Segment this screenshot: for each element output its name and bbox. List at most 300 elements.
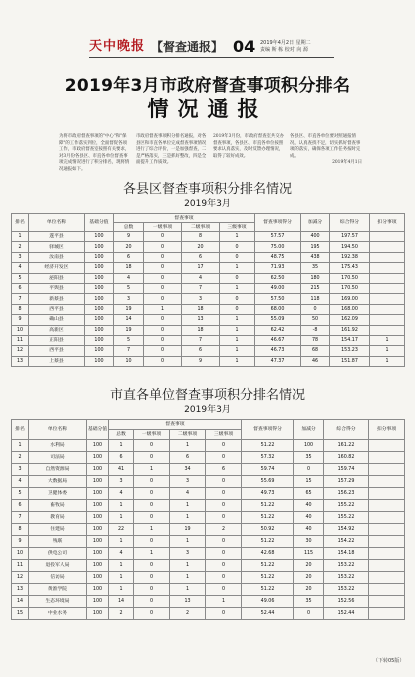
newspaper-logo: 天中晚报 — [89, 39, 146, 54]
cell-level1: 0 — [144, 273, 182, 283]
cell-level3: 1 — [220, 335, 255, 345]
cell-rank: 15 — [12, 608, 29, 620]
intro-column-1: 为将市政府督查事项的"中心"和"保障"的工作落实到位，全面督促各项工作，市政府督查室按照有关要求，对3月份各县区、市直各单位督查事项完成情况进行了积分排名，现将情况通报如下。 — [59, 134, 130, 172]
cell-level2: 3 — [182, 294, 220, 304]
cell-score: 42.68 — [242, 548, 294, 560]
cell-level1: 0 — [134, 440, 170, 452]
cell-level3: 1 — [206, 596, 242, 608]
cell-total: 1 — [109, 536, 134, 548]
cell-base: 100 — [87, 476, 109, 488]
cell-bonus: 438 — [301, 252, 330, 262]
cell-total: 1 — [109, 512, 134, 524]
cell-level2: 2 — [170, 608, 206, 620]
cell-bonus: 35 — [301, 263, 330, 273]
table-row — [12, 596, 405, 608]
cell-deduct — [369, 452, 405, 464]
cell-level3: 2 — [206, 524, 242, 536]
cell-score: 55.69 — [242, 476, 294, 488]
cell-base: 100 — [87, 608, 109, 620]
cell-score: 49.73 — [242, 488, 294, 500]
table-row — [12, 242, 405, 252]
cell-bonus: 50 — [301, 315, 330, 325]
cell-score: 62.50 — [255, 273, 301, 283]
cell-level1: 0 — [134, 536, 170, 548]
cell-level1: 0 — [134, 452, 170, 464]
cell-score: 57.57 — [255, 232, 301, 242]
cell-base: 100 — [87, 440, 109, 452]
cell-level2: 9 — [182, 356, 220, 366]
header-group: 督查事项 — [109, 420, 242, 430]
cell-base: 100 — [85, 252, 114, 262]
cell-unit: 确山县 — [29, 315, 85, 325]
cell-total: 1 — [109, 440, 134, 452]
cell-deduct — [370, 283, 405, 293]
cell-level3: 1 — [220, 315, 255, 325]
cell-level1: 0 — [144, 335, 182, 345]
cell-level2: 3 — [170, 548, 206, 560]
header-base: 基础分值 — [87, 420, 109, 440]
cell-overall: 156.23 — [324, 488, 369, 500]
intro-column-3: 2019年3月份，市政府督查室共交办督查事项，各县区、市直各单位按照要求认真落实，及时反馈办理情况，取得了较好成效。 — [213, 134, 285, 159]
cell-total: 20 — [114, 242, 144, 252]
cell-deduct — [369, 572, 405, 584]
cell-rank: 3 — [12, 464, 29, 476]
cell-overall: 154.92 — [324, 524, 369, 536]
table-row — [12, 488, 405, 500]
cell-score: 46.67 — [255, 335, 301, 345]
table-row — [12, 476, 405, 488]
cell-rank: 11 — [12, 560, 29, 572]
cell-level2: 3 — [170, 476, 206, 488]
cell-bonus: 180 — [301, 273, 330, 283]
cell-rank: 13 — [12, 356, 29, 366]
cell-score: 62.42 — [255, 325, 301, 335]
cell-deduct: 1 — [370, 356, 405, 366]
cell-rank: 5 — [12, 273, 29, 283]
cell-score: 51.22 — [242, 560, 294, 572]
cell-unit: 高新区 — [29, 325, 85, 335]
cell-unit: 经济开发区 — [29, 263, 85, 273]
cell-level2: 19 — [170, 524, 206, 536]
cell-level3: 1 — [220, 232, 255, 242]
cell-deduct — [370, 252, 405, 262]
cell-bonus: 215 — [301, 283, 330, 293]
cell-overall: 192.38 — [330, 252, 370, 262]
intro-column-4: 各县区、市直各单位要对照通报情况，认真查找不足，切实抓好督查事项的落实，确保各项工作任务按时完成。 2019年4月1日 — [290, 134, 362, 165]
cell-bonus: 40 — [294, 524, 324, 536]
cell-level3: 1 — [220, 263, 255, 273]
cell-base: 100 — [85, 232, 114, 242]
cell-rank: 8 — [12, 524, 29, 536]
header-group: 督查事项 — [114, 214, 255, 223]
cell-unit: 西平县 — [29, 346, 85, 356]
cell-level1: 0 — [134, 596, 170, 608]
cell-level1: 0 — [144, 263, 182, 273]
cell-overall: 152.56 — [324, 596, 369, 608]
cell-overall: 175.43 — [330, 263, 370, 273]
cell-base: 100 — [87, 488, 109, 500]
cell-score: 47.37 — [255, 356, 301, 366]
dateline — [260, 40, 338, 54]
cell-base: 100 — [87, 536, 109, 548]
editors: 责编 斯 栋 校对 向 源 — [260, 47, 308, 53]
cell-deduct — [369, 584, 405, 596]
cell-score: 59.74 — [242, 464, 294, 476]
cell-total: 14 — [114, 315, 144, 325]
cell-unit: 水利局 — [29, 440, 87, 452]
header-score: 督查事项得分 — [242, 420, 294, 440]
cell-level3: 0 — [206, 572, 242, 584]
cell-bonus: 35 — [294, 596, 324, 608]
cell-overall: 153.22 — [324, 572, 369, 584]
intro-date: 2019年4月1日 — [332, 160, 362, 165]
cell-level1: 0 — [144, 346, 182, 356]
cell-deduct — [370, 304, 405, 314]
cell-base: 100 — [87, 572, 109, 584]
cell-deduct — [369, 464, 405, 476]
cell-total: 1 — [109, 584, 134, 596]
cell-rank: 2 — [12, 242, 29, 252]
cell-base: 100 — [85, 335, 114, 345]
cell-score: 49.00 — [255, 283, 301, 293]
cell-level1: 1 — [134, 548, 170, 560]
cell-level3: 0 — [206, 488, 242, 500]
header-deduct: 扣分事项 — [369, 420, 405, 440]
cell-deduct — [370, 273, 405, 283]
cell-level3: 0 — [206, 536, 242, 548]
cell-level3: 1 — [220, 356, 255, 366]
county-table-title: 各县区督查事项积分排名情况 — [122, 182, 292, 197]
continued-note: （下转05版） — [373, 658, 405, 664]
table-row — [12, 584, 405, 596]
cell-bonus: 115 — [294, 548, 324, 560]
cell-unit: 遂平县 — [29, 232, 85, 242]
cell-bonus: 400 — [301, 232, 330, 242]
cell-level2: 20 — [182, 242, 220, 252]
header-total: 总数 — [114, 223, 144, 232]
cell-unit: 自然资源局 — [29, 464, 87, 476]
cell-total: 1 — [109, 560, 134, 572]
cell-base: 100 — [87, 560, 109, 572]
header-level1: 一级事项 — [144, 223, 182, 232]
cell-total: 1 — [109, 572, 134, 584]
header-base: 基础分值 — [85, 214, 114, 232]
cell-total: 4 — [114, 273, 144, 283]
cell-overall: 194.50 — [330, 242, 370, 252]
intro-column-2: 市政府督查事项积分排名通报，对各县区和市直各单位完成督查事项情况进行了综合评价，一是加强督查，二是严格落实，三是抓好整改，四是全面提升工作质效。 — [136, 134, 207, 165]
cell-level2: 6 — [170, 452, 206, 464]
header-unit: 单位名称 — [29, 214, 85, 232]
cell-score: 51.22 — [242, 584, 294, 596]
section-name: 【督查通报】 — [151, 40, 224, 54]
cell-deduct — [369, 536, 405, 548]
header-level3: 三级事项 — [206, 430, 242, 440]
cell-rank: 6 — [12, 500, 29, 512]
table-row — [12, 335, 405, 345]
cell-level1: 0 — [144, 294, 182, 304]
cell-unit: 黄淮学院 — [29, 584, 87, 596]
cell-base: 100 — [85, 315, 114, 325]
cell-level3: 0 — [206, 500, 242, 512]
cell-overall: 159.74 — [324, 464, 369, 476]
cell-rank: 11 — [12, 335, 29, 345]
city-table-title: 市直各单位督查事项积分排名情况 — [109, 388, 305, 403]
cell-unit: 住建局 — [29, 524, 87, 536]
cell-score: 51.22 — [242, 440, 294, 452]
cell-level1: 0 — [144, 252, 182, 262]
cell-level3: 0 — [206, 608, 242, 620]
cell-level3: 1 — [220, 325, 255, 335]
cell-overall: 152.44 — [324, 608, 369, 620]
cell-bonus: 0 — [294, 464, 324, 476]
cell-overall: 169.00 — [330, 294, 370, 304]
city-table-date: 2019年3月 — [184, 405, 231, 415]
cell-deduct — [370, 232, 405, 242]
cell-level3: 0 — [206, 560, 242, 572]
cell-level1: 0 — [134, 608, 170, 620]
cell-overall: 161.92 — [330, 325, 370, 335]
cell-score: 51.22 — [242, 512, 294, 524]
cell-level1: 0 — [144, 283, 182, 293]
cell-unit: 驿城区 — [29, 242, 85, 252]
cell-total: 5 — [114, 283, 144, 293]
cell-level2: 1 — [170, 512, 206, 524]
cell-total: 2 — [109, 608, 134, 620]
cell-total: 19 — [114, 325, 144, 335]
cell-level1: 0 — [134, 512, 170, 524]
cell-overall: 197.57 — [330, 232, 370, 242]
cell-score: 57.50 — [255, 294, 301, 304]
cell-unit: 正阳县 — [29, 335, 85, 345]
cell-overall: 154.18 — [324, 548, 369, 560]
cell-rank: 1 — [12, 232, 29, 242]
cell-level3: 6 — [206, 464, 242, 476]
cell-level1: 1 — [144, 304, 182, 314]
cell-unit: 畜牧局 — [29, 500, 87, 512]
header-level2: 二级事项 — [170, 430, 206, 440]
cell-level3: 0 — [206, 440, 242, 452]
cell-overall: 160.82 — [324, 452, 369, 464]
county-ranking-table — [11, 213, 405, 367]
cell-total: 10 — [114, 356, 144, 366]
cell-base: 100 — [87, 524, 109, 536]
cell-bonus: 30 — [294, 536, 324, 548]
cell-level1: 0 — [144, 356, 182, 366]
cell-deduct — [369, 524, 405, 536]
cell-level3: 1 — [220, 346, 255, 356]
cell-rank: 7 — [12, 512, 29, 524]
cell-unit: 汝南县 — [29, 252, 85, 262]
header-overall: 综合得分 — [324, 420, 369, 440]
cell-unit: 供电公司 — [29, 548, 87, 560]
cell-rank: 4 — [12, 263, 29, 273]
cell-deduct — [370, 242, 405, 252]
county-table-body — [12, 232, 405, 367]
table-row — [12, 283, 405, 293]
table-row — [12, 252, 405, 262]
cell-total: 19 — [114, 304, 144, 314]
cell-deduct — [369, 608, 405, 620]
table-row — [12, 294, 405, 304]
cell-overall: 155.22 — [324, 512, 369, 524]
cell-rank: 2 — [12, 452, 29, 464]
cell-overall: 151.87 — [330, 356, 370, 366]
cell-rank: 7 — [12, 294, 29, 304]
table-row — [12, 325, 405, 335]
cell-rank: 5 — [12, 488, 29, 500]
cell-total: 18 — [114, 263, 144, 273]
table-row — [12, 572, 405, 584]
cell-score: 71.93 — [255, 263, 301, 273]
cell-score: 68.00 — [255, 304, 301, 314]
header-level2: 二级事项 — [182, 223, 220, 232]
table-row — [12, 464, 405, 476]
cell-level3: 0 — [220, 252, 255, 262]
cell-level1: 0 — [144, 315, 182, 325]
cell-total: 3 — [109, 476, 134, 488]
cell-overall: 168.00 — [330, 304, 370, 314]
cell-unit: 教育局 — [29, 512, 87, 524]
cell-bonus: 20 — [294, 584, 324, 596]
cell-level1: 0 — [134, 476, 170, 488]
cell-level2: 1 — [170, 560, 206, 572]
header-rank: 排名 — [12, 420, 29, 440]
cell-bonus: -8 — [301, 325, 330, 335]
cell-base: 100 — [87, 452, 109, 464]
cell-deduct — [370, 315, 405, 325]
cell-bonus: 35 — [294, 452, 324, 464]
header-total: 总数 — [109, 430, 134, 440]
cell-total: 4 — [109, 488, 134, 500]
cell-level2: 7 — [182, 335, 220, 345]
cell-bonus: 20 — [294, 572, 324, 584]
cell-score: 52.44 — [242, 608, 294, 620]
cell-rank: 8 — [12, 304, 29, 314]
cell-base: 100 — [87, 500, 109, 512]
cell-rank: 12 — [12, 572, 29, 584]
cell-rank: 10 — [12, 325, 29, 335]
cell-level2: 6 — [182, 252, 220, 262]
cell-rank: 9 — [12, 536, 29, 548]
cell-overall: 154.17 — [330, 335, 370, 345]
table-row — [12, 263, 405, 273]
masthead — [0, 0, 415, 62]
cell-level3: 0 — [206, 512, 242, 524]
cell-total: 14 — [109, 596, 134, 608]
cell-unit: 卫健体委 — [29, 488, 87, 500]
cell-base: 100 — [85, 263, 114, 273]
header-deduct: 扣分事项 — [370, 214, 405, 232]
cell-bonus: 46 — [301, 356, 330, 366]
cell-bonus: 65 — [294, 488, 324, 500]
cell-score: 75.00 — [255, 242, 301, 252]
cell-score: 50.92 — [242, 524, 294, 536]
header-bonus: 加减分 — [294, 420, 324, 440]
cell-total: 9 — [114, 232, 144, 242]
cell-level3: 0 — [220, 273, 255, 283]
table-row — [12, 548, 405, 560]
cell-bonus: 0 — [301, 304, 330, 314]
cell-rank: 1 — [12, 440, 29, 452]
cell-base: 100 — [87, 512, 109, 524]
cell-bonus: 78 — [301, 335, 330, 345]
cell-total: 7 — [114, 346, 144, 356]
table-row — [12, 560, 405, 572]
cell-level2: 18 — [182, 304, 220, 314]
cell-unit: 上蔡县 — [29, 356, 85, 366]
cell-level1: 0 — [144, 242, 182, 252]
cell-level3: 0 — [206, 476, 242, 488]
cell-level1: 1 — [134, 524, 170, 536]
cell-level1: 1 — [134, 464, 170, 476]
cell-score: 46.73 — [255, 346, 301, 356]
table-row — [12, 512, 405, 524]
cell-total: 3 — [114, 294, 144, 304]
cell-base: 100 — [87, 548, 109, 560]
table-row — [12, 346, 405, 356]
cell-deduct — [369, 512, 405, 524]
cell-overall: 153.23 — [330, 346, 370, 356]
cell-unit: 信访局 — [29, 572, 87, 584]
cell-bonus: 40 — [294, 512, 324, 524]
cell-level3: 0 — [220, 242, 255, 252]
cell-rank: 14 — [12, 596, 29, 608]
cell-deduct — [369, 440, 405, 452]
cell-total: 5 — [114, 335, 144, 345]
table-row — [12, 440, 405, 452]
cell-score: 51.22 — [242, 500, 294, 512]
cell-deduct — [369, 596, 405, 608]
cell-score: 49.06 — [242, 596, 294, 608]
cell-deduct: 1 — [370, 346, 405, 356]
cell-bonus: 100 — [294, 440, 324, 452]
cell-base: 100 — [85, 283, 114, 293]
table-row — [12, 273, 405, 283]
cell-score: 51.22 — [242, 572, 294, 584]
cell-bonus: 40 — [294, 500, 324, 512]
cell-rank: 3 — [12, 252, 29, 262]
cell-level1: 0 — [144, 232, 182, 242]
cell-level2: 1 — [170, 440, 206, 452]
cell-deduct — [369, 476, 405, 488]
cell-level2: 4 — [182, 273, 220, 283]
cell-score: 57.32 — [242, 452, 294, 464]
cell-unit: 中业水务 — [29, 608, 87, 620]
table-row — [12, 452, 405, 464]
cell-base: 100 — [87, 596, 109, 608]
subheadline: 情况通报 — [147, 97, 268, 121]
table-row — [12, 315, 405, 325]
cell-level2: 13 — [170, 596, 206, 608]
cell-total: 1 — [109, 500, 134, 512]
cell-level3: 0 — [206, 452, 242, 464]
cell-level2: 8 — [182, 232, 220, 242]
cell-deduct — [370, 263, 405, 273]
cell-base: 100 — [85, 304, 114, 314]
table-row — [12, 356, 405, 366]
page-number: 04 — [233, 37, 256, 56]
cell-level3: 0 — [220, 304, 255, 314]
cell-rank: 9 — [12, 315, 29, 325]
cell-deduct — [369, 548, 405, 560]
cell-overall: 157.29 — [324, 476, 369, 488]
cell-total: 41 — [109, 464, 134, 476]
cell-deduct — [370, 325, 405, 335]
intro-text — [59, 134, 364, 174]
cell-unit: 大数据局 — [29, 476, 87, 488]
cell-bonus: 20 — [294, 560, 324, 572]
city-table-body — [12, 440, 405, 620]
